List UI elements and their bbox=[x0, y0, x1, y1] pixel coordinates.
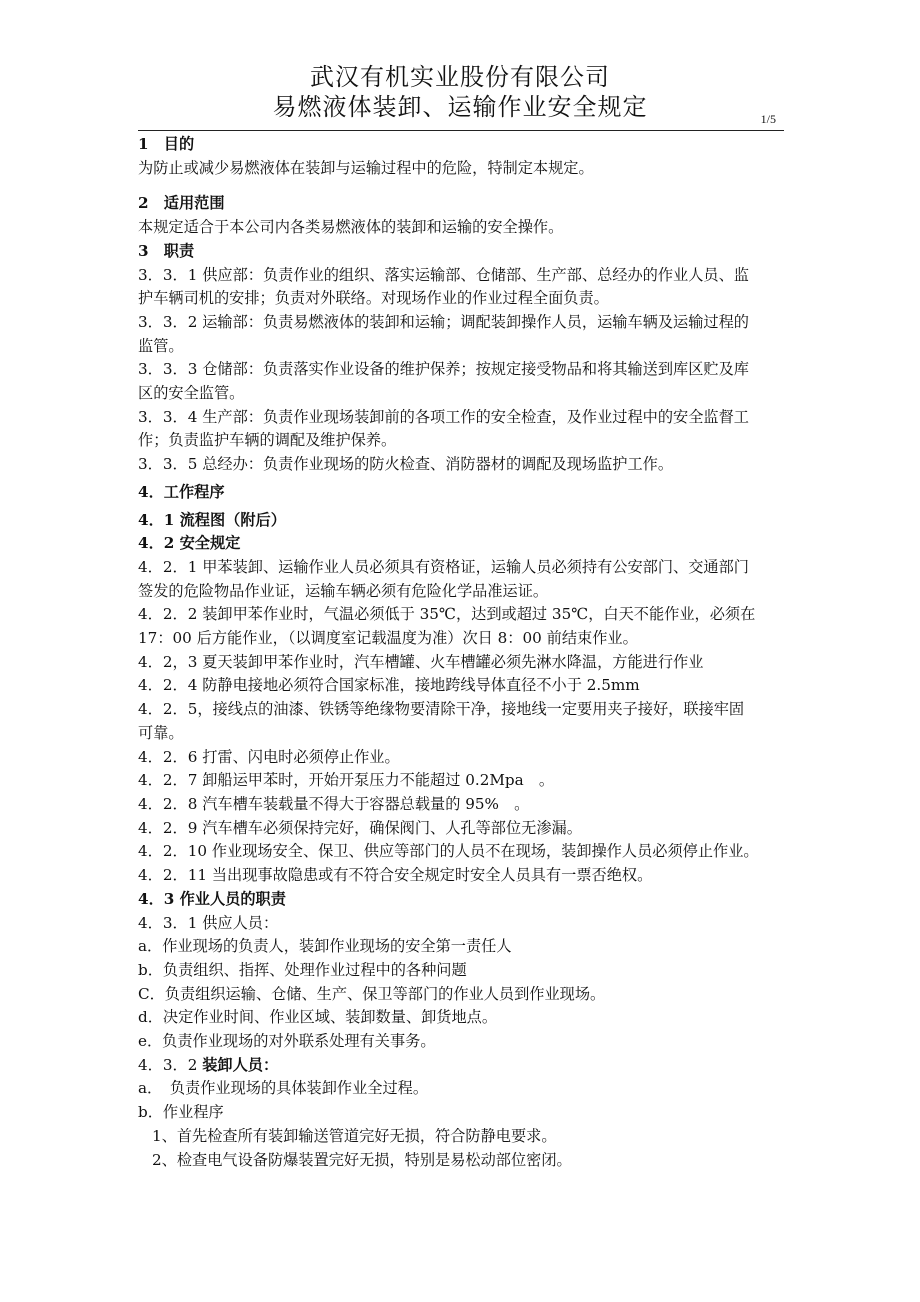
body-line: 3．3．4 生产部：负责作业现场装卸前的各项工作的安全检查，及作业过程中的安全监督工 bbox=[138, 407, 749, 426]
body-line: 2、检查电气设备防爆装置完好无损，特别是易松动部位密闭。 bbox=[152, 1150, 572, 1169]
body-line: 4．2，3 夏天装卸甲苯作业时，汽车槽罐、火车槽罐必须先淋水降温，方能进行作业 bbox=[138, 652, 704, 671]
body-line: 1、首先检查所有装卸输送管道完好无损，符合防静电要求。 bbox=[152, 1126, 557, 1145]
body-line: 4．2．1 甲苯装卸、运输作业人员必须具有资格证，运输人员必须持有公安部门、交通部门 bbox=[138, 557, 749, 576]
body-line: 17：00 后方能作业，（以调度室记载温度为准）次日 8：00 前结束作业。 bbox=[138, 629, 638, 648]
body-line: 区的安全监管。 bbox=[138, 384, 245, 403]
section-heading: 2 适用范围 bbox=[138, 194, 225, 213]
body-line: 4．2．2 装卸甲苯作业时，气温必须低于 35℃，达到或超过 35℃，白天不能作业，必须在 bbox=[138, 605, 756, 624]
body-line: 4．2．9 汽车槽车必须保持完好，确保阀门、人孔等部位无渗漏。 bbox=[138, 818, 582, 837]
body-line: e．负责作业现场的对外联系处理有关事务。 bbox=[138, 1032, 436, 1051]
section-heading: 4．2 安全规定 bbox=[138, 534, 241, 553]
body-line: d．决定作业时间、作业区域、装卸数量、卸货地点。 bbox=[138, 1008, 498, 1027]
body-line: 4．3．2 装卸人员： bbox=[138, 1055, 279, 1074]
paragraph-gap bbox=[138, 180, 786, 192]
section-heading: 1 目的 bbox=[138, 135, 195, 153]
document-body bbox=[138, 133, 786, 1172]
body-line: a．作业现场的负责人，装卸作业现场的安全第一责任人 bbox=[138, 937, 512, 956]
body-line: 4．2．11 当出现事故隐患或有不符合安全规定时安全人员具有一票否绝权。 bbox=[138, 866, 653, 885]
body-line: 3．3．3 仓储部：负责落实作业设备的维护保养；按规定接受物品和将其输送到库区贮及库 bbox=[138, 360, 749, 379]
body-line: 3．3．2 运输部：负责易燃液体的装卸和运输；调配装卸操作人员，运输车辆及运输过程的 bbox=[138, 312, 749, 331]
body-line: 4．2．10 作业现场安全、保卫、供应等部门的人员不在现场，装卸操作人员必须停止作业。 bbox=[138, 842, 759, 861]
body-line: 为防止或减少易燃液体在装卸与运输过程中的危险，特制定本规定。 bbox=[138, 158, 594, 177]
body-line: 本规定适合于本公司内各类易燃液体的装卸和运输的安全操作。 bbox=[138, 218, 564, 237]
body-line: 4．2．5，接线点的油漆、铁锈等绝缘物要清除干净，接地线一定要用夹子接好，联接牢固 bbox=[138, 700, 745, 719]
body-line: 可靠。 bbox=[138, 723, 184, 742]
body-line: a． 负责作业现场的具体装卸作业全过程。 bbox=[138, 1079, 429, 1098]
document-header bbox=[136, 62, 784, 126]
section-heading: 4．工作程序 bbox=[138, 482, 225, 501]
header-rule bbox=[138, 130, 784, 131]
body-line: 4．3．1 供应人员： bbox=[138, 913, 279, 932]
section-heading: 4．3 作业人员的职责 bbox=[138, 889, 286, 908]
section-heading: 3 职责 bbox=[138, 241, 195, 260]
body-line: 签发的危险物品作业证，运输车辆必须有危险化学品准运证。 bbox=[138, 581, 549, 600]
body-line: 监管。 bbox=[138, 336, 184, 355]
body-line: 4．2．7 卸船运甲苯时，开始开泵压力不能超过 0.2Mpa 。 bbox=[138, 771, 555, 790]
body-line: 4．2．8 汽车槽车装载量不得大于容器总载量的 95% 。 bbox=[138, 794, 530, 813]
body-line: 作；负责监护车辆的调配及维护保养。 bbox=[138, 431, 397, 450]
document-title: 易燃液体装卸、运输作业安全规定 bbox=[272, 93, 648, 121]
section-heading: 4．1 流程图（附后） bbox=[138, 510, 286, 529]
body-line: 4．2．4 防静电接地必须符合国家标准，接地跨线导体直径不小于 2.5mm bbox=[138, 676, 640, 695]
body-line: b．作业程序 bbox=[138, 1103, 224, 1122]
body-line: 3．3．5 总经办：负责作业现场的防火检查、消防器材的调配及现场监护工作。 bbox=[138, 455, 674, 474]
body-line: b．负责组织、指挥、处理作业过程中的各种问题 bbox=[138, 960, 467, 979]
company-name: 武汉有机实业股份有限公司 bbox=[310, 63, 610, 91]
body-line: 护车辆司机的安排；负责对外联络。对现场作业的作业过程全面负责。 bbox=[138, 289, 609, 308]
body-line: C．负责组织运输、仓储、生产、保卫等部门的作业人员到作业现场。 bbox=[138, 984, 606, 1003]
body-line: 3．3．1 供应部：负责作业的组织、落实运输部、仓储部、生产部、总经办的作业人员、监 bbox=[138, 265, 749, 284]
page-number: 1/5 bbox=[760, 112, 776, 126]
body-line: 4．2．6 打雷、闪电时必须停止作业。 bbox=[138, 747, 400, 766]
